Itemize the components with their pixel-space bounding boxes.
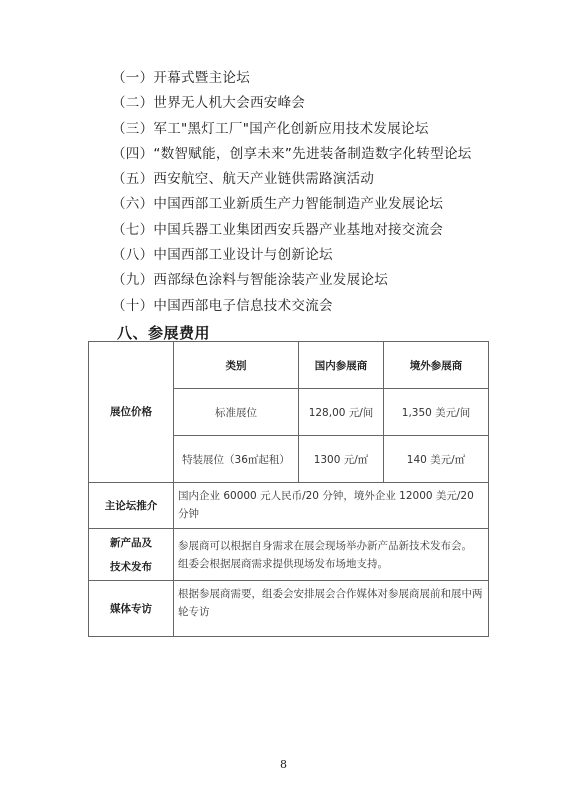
section-heading: 八、参展费用 [117,324,211,342]
row-special-overseas: 140 美元/㎡ [384,436,489,483]
launch-label-line-2: 技术发布 [110,560,152,573]
page-number: 8 [280,758,287,771]
forum-promo-text: 国内企业 60000 元人民币/20 分钟，境外企业 12000 美元/20 分钟 [174,483,489,529]
forum-item: （九）西部绿色涂料与智能涂装产业发展论坛 [112,272,388,289]
forum-item: （六）中国西部工业新质生产力智能制造产业发展论坛 [112,196,444,213]
media-text: 根据参展商需要，组委会安排展会合作媒体对参展商展前和展中两轮专访 [174,581,489,637]
launch-label-line-1: 新产品及 [110,536,152,549]
forum-item: （五）西安航空、航天产业链供需路演活动 [112,171,375,188]
fee-table [88,341,489,637]
forum-item: （四）“数智赋能，创享未来”先进装备制造数字化转型论坛 [112,145,472,162]
forum-item: （二）世界无人机大会西安峰会 [112,95,306,112]
row-special-domestic: 1300 元/㎡ [299,436,384,483]
forum-item: （十）中国西部电子信息技术交流会 [112,297,333,314]
forum-promo-label: 主论坛推介 [89,483,174,529]
row-special-category: 特装展位（36㎡起租） [174,436,299,483]
forum-item: （一）开幕式暨主论坛 [112,70,250,86]
launch-text: 参展商可以根据自身需求在展会现场举办新产品新技术发布会。 组委会根据展商需求提供现场发布场地支持。 [174,529,489,581]
forum-item: （八）中国西部工业设计与创新论坛 [112,247,333,264]
launch-label [89,529,174,581]
forum-item: （七）中国兵器工业集团西安兵器产业基地对接交流会 [112,221,444,238]
row-standard-domestic: 128,00 元/间 [299,389,384,436]
forum-item: （三）军工"黑灯工厂"国产化创新应用技术发展论坛 [112,120,429,137]
booth-price-label: 展位价格 [89,342,174,483]
header-overseas: 境外参展商 [384,342,489,389]
forum-list [112,66,532,319]
header-domestic: 国内参展商 [299,342,384,389]
row-standard-category: 标准展位 [174,389,299,436]
media-label: 媒体专访 [89,581,174,637]
row-standard-overseas: 1,350 美元/间 [384,389,489,436]
header-category: 类别 [174,342,299,389]
